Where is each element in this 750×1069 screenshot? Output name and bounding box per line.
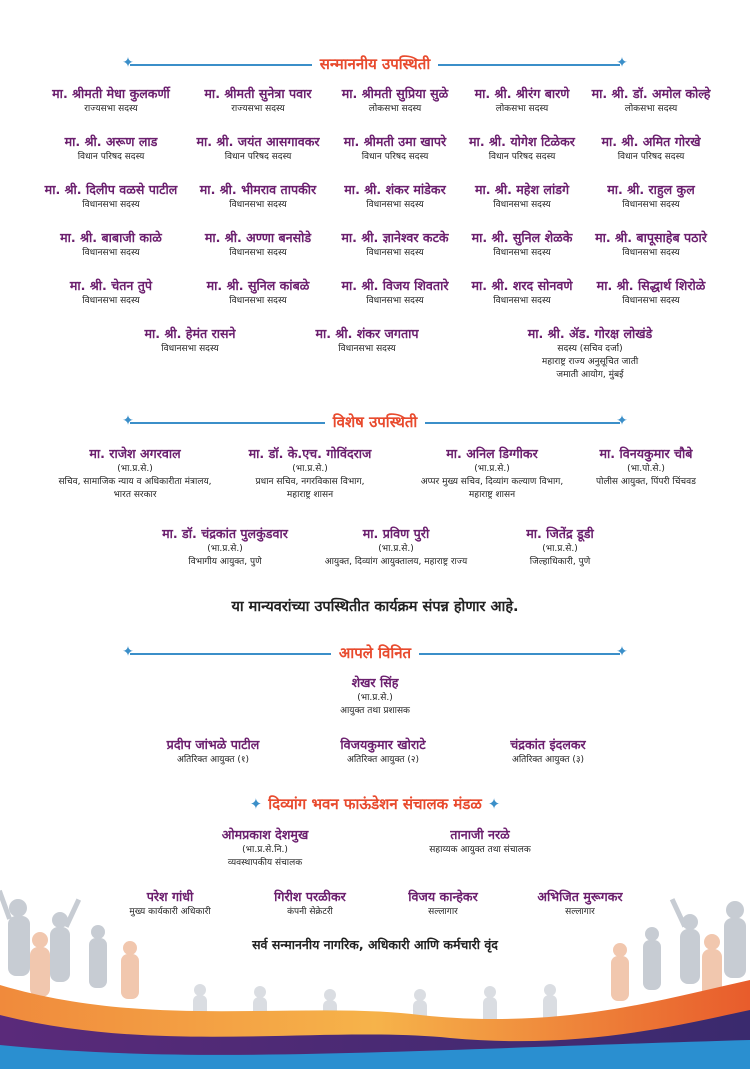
person-entry [450,85,595,116]
person-designation: व्यवस्थापकीय संचालक [227,858,303,868]
person-entry [123,736,303,767]
person-name: मा. श्रीमती मेधा कुलकर्णी [52,86,170,101]
crowd-illustration [0,880,750,1069]
person-name: मा. श्री. बापूसाहेब पठारे [595,230,707,245]
person-name: प्रदीप जांभळे पाटील [166,737,260,752]
person-entry [579,277,724,308]
person-entry [551,445,741,489]
person-name: शेखर सिंह [351,675,399,690]
person-name: मा. श्री. शंकर मांडेकर [344,182,446,197]
person-entry [186,85,331,116]
person-entry [186,229,331,260]
person-entry [450,133,595,164]
person-name: मा. श्री. राहुल कुल [607,182,695,197]
person-entry [39,229,184,260]
person-designation: विधानसभा सदस्य [82,200,140,210]
diamond-icon: ✦ [616,644,628,660]
person-entry [39,133,184,164]
person-entry [450,181,595,212]
section-heading-yours [0,642,750,666]
person-designation: विधानसभा सदस्य [366,296,424,306]
person-designation: विधानसभा सदस्य [82,248,140,258]
person-designation: (भा.प्र.से.) [117,464,153,474]
person-name: मा. श्री. श्रीरंग बारणे [474,86,570,101]
person-designation: विधान परिषद सदस्य [488,152,556,162]
person-name: विजयकुमार खोराटे [340,737,426,752]
person-designation: विधानसभा सदस्य [493,248,551,258]
person-designation: विधानसभा सदस्य [338,344,396,354]
person-name: मा. श्रीमती सुप्रिया सुळे [341,86,449,101]
person-name: मा. श्री. जयंत आसगावकर [196,134,320,149]
diamond-icon: ✦ [487,795,501,813]
person-designation: (भा.प्र.से.) [207,544,243,554]
person-entry [458,736,638,767]
person-designation: अतिरिक्त आयुक्त (२) [346,755,420,765]
person-entry [579,133,724,164]
person-designation: (भा.प्र.से.) [378,544,414,554]
person-designation: विधानसभा सदस्य [229,248,287,258]
person-name: मा. अनिल डिग्गीकर [446,446,538,461]
person-designation: (भा.प्र.से.) [542,544,578,554]
person-name: मा. श्री. सुनिल कांबळे [206,278,310,293]
person-name: मा. श्री. ॲड. गोरक्ष लोखंडे [527,326,653,341]
person-designation: विधानसभा सदस्य [622,296,680,306]
person-entry [579,229,724,260]
person-designation: प्रधान सचिव, नगरविकास विभाग, [255,477,365,487]
person-entry [579,181,724,212]
person-entry [170,826,360,870]
person-designation: विधान परिषद सदस्य [224,152,292,162]
person-entry [579,85,724,116]
person-name: मा. श्रीमती सुनेत्रा पवार [204,86,312,101]
person-designation: महाराष्ट्र राज्य अनुसूचित जाती [541,357,639,367]
person-name: मा. डॉ. चंद्रकांत पुलकुंडवार [162,526,288,541]
diamond-icon: ✦ [122,413,134,429]
person-name: मा. श्री. चेतन तुपे [69,278,153,293]
person-designation: (भा.प्र.से.) [474,464,510,474]
person-entry [39,85,184,116]
person-entry [293,736,473,767]
person-name: मा. श्री. डॉ. अमोल कोल्हे [591,86,711,101]
person-entry [450,525,670,569]
diamond-icon: ✦ [122,55,134,71]
person-designation: राज्यसभा सदस्य [84,104,138,114]
person-entry [450,277,595,308]
person-name: मा. श्री. अमित गोरखे [601,134,701,149]
person-designation: विधानसभा सदस्य [493,296,551,306]
diamond-icon: ✦ [616,55,628,71]
person-designation: कंपनी सेक्रेटरी [287,907,333,917]
person-designation: आयुक्त, दिव्यांग आयुक्तालय, महाराष्ट्र राज्य [324,557,468,567]
section-title: आपले विनित [331,644,419,662]
person-designation: अतिरिक्त आयुक्त (१) [176,755,250,765]
person-designation: (भा.प्र.से.नि.) [242,845,288,855]
person-designation: अप्पर मुख्य सचिव, दिव्यांग कल्याण विभाग, [420,477,564,487]
person-designation: विधानसभा सदस्य [229,296,287,306]
person-entry [275,674,475,718]
section-title: विशेष उपस्थिती [325,413,426,431]
person-name: मा. विनयकुमार चौबे [599,446,693,461]
person-designation: विधान परिषद सदस्य [617,152,685,162]
section-heading-board [0,793,750,817]
person-name: परेश गांधी [146,889,194,904]
person-designation: विधानसभा सदस्य [229,200,287,210]
person-name: मा. डॉ. के.एच. गोविंदराज [248,446,372,461]
person-designation: लोकसभा सदस्य [495,104,549,114]
person-designation: आयुक्त तथा प्रशासक [340,706,410,716]
person-entry [186,277,331,308]
diamond-icon: ✦ [249,795,263,813]
diamond-icon: ✦ [122,644,134,660]
person-entry [490,325,690,382]
footer-note: सर्व सन्माननीय नागरिक, अधिकारी आणि कर्मचारी वृंद [252,937,498,952]
person-name: मा. श्री. ज्ञानेश्वर कटके [341,230,449,245]
person-designation: लोकसभा सदस्य [368,104,422,114]
person-name: अभिजित मुरूगकर [537,889,623,904]
person-designation: (भा.प्र.से.) [357,693,393,703]
person-designation: (भा.प्र.से.) [292,464,328,474]
person-designation: भारत सरकार [113,490,157,500]
person-entry [215,445,405,502]
person-entry [267,325,467,356]
person-name: विजय कान्हेकर [408,889,478,904]
person-designation: महाराष्ट्र शासन [286,490,334,500]
person-name: चंद्रकांत इंदलकर [510,737,586,752]
person-designation: विधानसभा सदस्य [82,296,140,306]
person-designation: विधानसभा सदस्य [622,248,680,258]
person-entry [39,277,184,308]
person-designation: सहाय्यक आयुक्त तथा संचालक [429,845,531,855]
person-designation: पोलीस आयुक्त, पिंपरी चिंचवड [596,477,696,487]
person-entry [323,181,468,212]
person-name: गिरीश परळीकर [274,889,346,904]
person-designation: (भा.पो.से.) [627,464,665,474]
person-name: मा. श्री. शंकर जगताप [315,326,419,341]
person-name: मा. श्रीमती उमा खापरे [343,134,447,149]
person-designation: विभागीय आयुक्त, पुणे [188,557,262,567]
person-name: मा. राजेश अगरवाल [89,446,181,461]
person-name: मा. श्री. सुनिल शेळके [471,230,573,245]
person-name: मा. श्री. सिद्धार्थ शिरोळे [596,278,706,293]
person-designation: विधानसभा सदस्य [622,200,680,210]
person-designation: मुख्य कार्यकारी अधिकारी [129,907,211,917]
person-name: मा. श्री. अरूण लाड [64,134,158,149]
person-entry [40,445,230,502]
person-name: मा. जितेंद्र डूडी [526,526,594,541]
person-designation: महाराष्ट्र शासन [468,490,516,500]
person-entry [323,277,468,308]
section-title: सन्माननीय उपस्थिती [312,55,438,73]
person-name: मा. प्रविण पुरी [362,526,430,541]
person-designation: जिल्हाधिकारी, पुणे [529,557,591,567]
person-designation: विधानसभा सदस्य [366,248,424,258]
person-entry [90,325,290,356]
person-name: ओमप्रकाश देशमुख [221,827,309,842]
person-designation: विधानसभा सदस्य [493,200,551,210]
person-entry [385,826,575,857]
person-designation: जमाती आयोग, मुंबई [556,370,624,380]
person-designation: विधान परिषद सदस्य [361,152,429,162]
person-entry [323,133,468,164]
person-designation: सचिव, सामाजिक न्याय व अधिकारीता मंत्रालय, [58,477,212,487]
person-name: मा. श्री. भीमराव तापकीर [199,182,317,197]
person-designation: सल्लागार [428,907,458,917]
person-designation: विधानसभा सदस्य [366,200,424,210]
section-heading-special [0,411,750,435]
person-entry [323,229,468,260]
person-designation: विधान परिषद सदस्य [77,152,145,162]
person-name: मा. श्री. बाबाजी काळे [60,230,162,245]
diamond-icon: ✦ [616,413,628,429]
person-name: मा. श्री. विजय शिवतारे [341,278,449,293]
person-name: मा. श्री. शरद सोनवणे [471,278,573,293]
person-name: मा. श्री. हेमंत रासने [144,326,236,341]
person-designation: राज्यसभा सदस्य [231,104,285,114]
person-entry [450,229,595,260]
section-heading-honored [0,53,750,77]
person-designation: सदस्य (सचिव दर्जा) [557,344,623,354]
person-name: मा. श्री. योगेश टिळेकर [469,134,575,149]
person-entry [186,181,331,212]
person-designation: अतिरिक्त आयुक्त (३) [511,755,585,765]
person-name: मा. श्री. अण्णा बनसोडे [204,230,312,245]
person-name: मा. श्री. महेश लांडगे [474,182,570,197]
person-entry [323,85,468,116]
person-name: मा. श्री. दिलीप वळसे पाटील [44,182,178,197]
person-entry [39,181,184,212]
person-designation: सल्लागार [565,907,595,917]
person-entry [186,133,331,164]
event-statement: या मान्यवरांच्या उपस्थितीत कार्यक्रम संपन्न होणार आहे. [231,599,519,615]
person-designation: लोकसभा सदस्य [624,104,678,114]
person-name: तानाजी नरळे [450,827,510,842]
section-title: ✦ दिव्यांग भवन फाऊंडेशन संचालक मंडळ ✦ [249,795,501,813]
person-designation: विधानसभा सदस्य [161,344,219,354]
